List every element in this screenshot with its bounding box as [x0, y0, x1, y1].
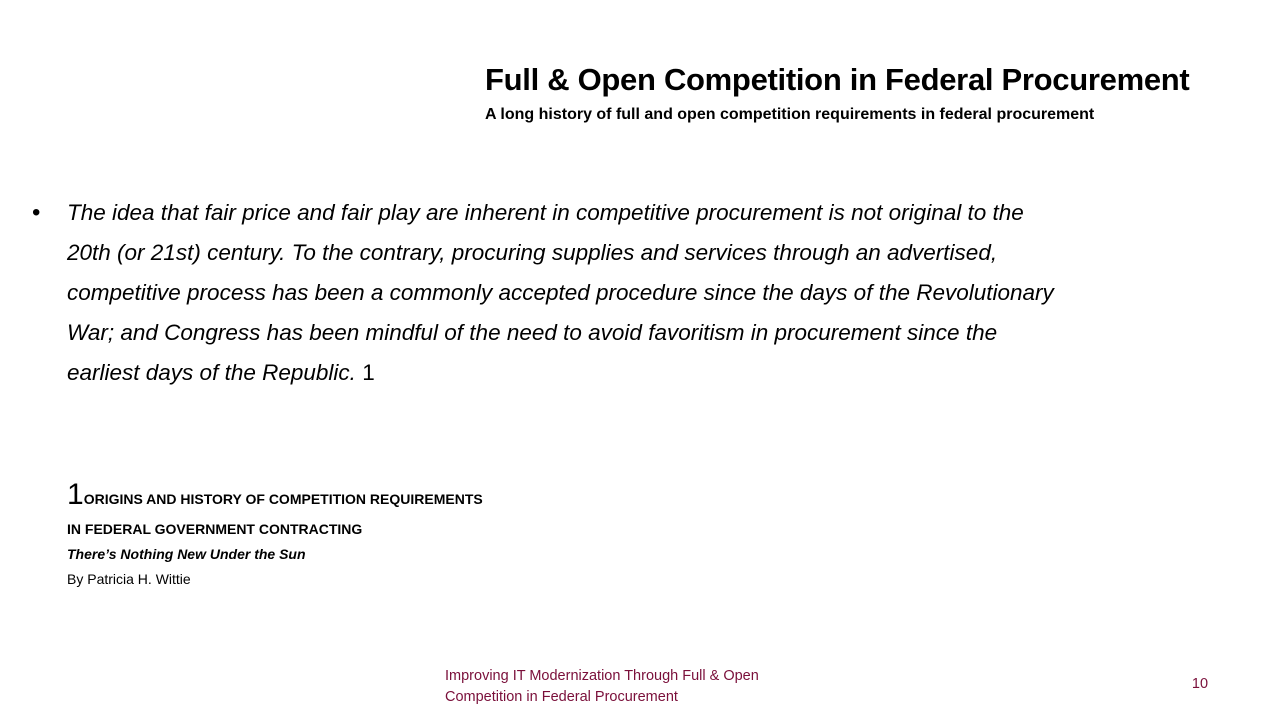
- footnote-reference: 1: [362, 360, 375, 385]
- bullet-item: [32, 193, 1072, 393]
- citation-subtitle: There’s Nothing New Under the Sun: [67, 546, 306, 562]
- bullet-marker: •: [32, 199, 41, 226]
- citation-number: 1: [67, 478, 84, 511]
- citation-block: [67, 478, 767, 587]
- citation-heading-line2: IN FEDERAL GOVERNMENT CONTRACTING: [67, 521, 363, 537]
- bullet-text-block: [67, 193, 1067, 393]
- bullet-text: The idea that fair price and fair play are inherent in competitive procurement is not original to the 20th (or 21st) century. To the contrary, procuring supplies and services through an advertised, competitive process has been a commonly accepted procedure since the days of the Revolutionary War; and Congress has been mindful of the need to avoid favoritism in procurement since the earliest days of the Republic.: [67, 200, 1054, 385]
- slide-title: Full & Open Competition in Federal Procurement: [485, 62, 1190, 97]
- citation-heading-line1: ORIGINS AND HISTORY OF COMPETITION REQUIREMENTS: [83, 491, 483, 507]
- slide-subtitle: A long history of full and open competition requirements in federal procurement: [485, 106, 1095, 123]
- bullet-list: [32, 193, 1072, 393]
- citation-author: By Patricia H. Wittie: [67, 571, 191, 587]
- citation-heading-row: [67, 478, 767, 512]
- page-number: 10: [1191, 676, 1209, 692]
- footer-text: Improving IT Modernization Through Full & Open Competition in Federal Procurement: [445, 668, 759, 705]
